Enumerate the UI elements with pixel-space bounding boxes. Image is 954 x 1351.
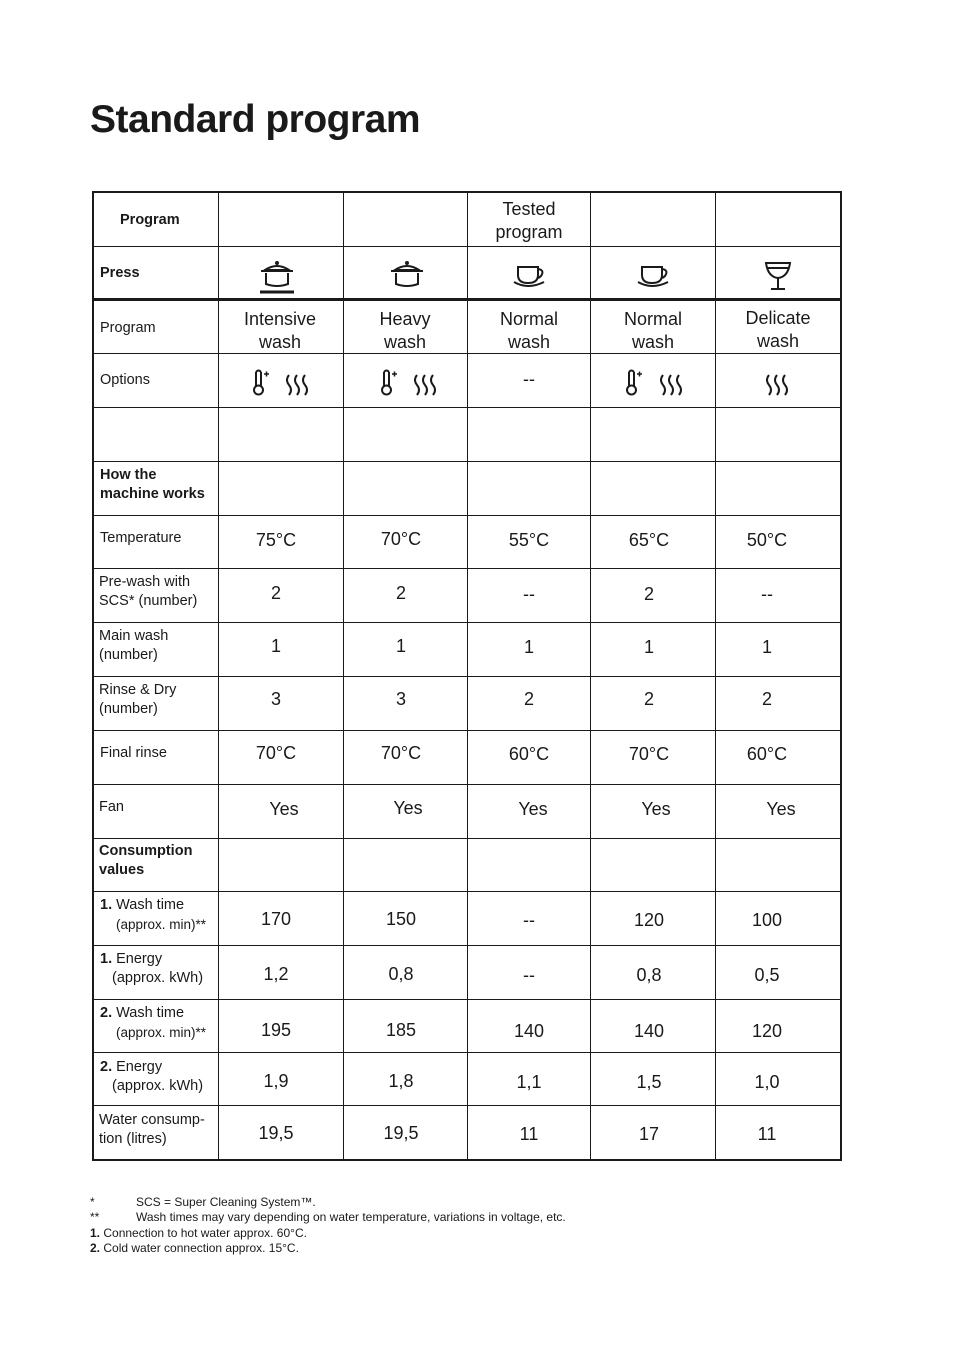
energy1-value: 0,8 bbox=[636, 965, 662, 985]
cup-and-saucer-icon bbox=[510, 257, 550, 297]
fan-value: Yes bbox=[518, 799, 548, 819]
washtime2-value: 185 bbox=[385, 1020, 417, 1040]
fan-value: Yes bbox=[766, 799, 796, 819]
washtime1-label: 1. Wash time (approx. min)** bbox=[100, 897, 207, 932]
prewash-value: -- bbox=[761, 584, 773, 604]
energy2-value: 1,9 bbox=[263, 1071, 289, 1091]
fan-label: Fan bbox=[99, 799, 124, 815]
program-name: Delicate wash bbox=[745, 308, 811, 351]
mainwash-value: 1 bbox=[270, 636, 281, 656]
water-label: Water consump- tion (litres) bbox=[99, 1112, 205, 1147]
options-label: Options bbox=[100, 372, 150, 388]
thermometer-icon bbox=[379, 369, 401, 399]
mainwash-label: Main wash (number) bbox=[99, 628, 169, 663]
program-name: Normal wash bbox=[623, 309, 682, 352]
energy2-value: 1,0 bbox=[754, 1072, 780, 1092]
energy1-value: 1,2 bbox=[263, 964, 289, 984]
washtime1-value: 120 bbox=[633, 910, 665, 930]
pot-with-lid-icon bbox=[387, 257, 427, 297]
footnotes bbox=[90, 1195, 566, 1256]
energy1-value: 0,5 bbox=[754, 965, 780, 985]
washtime2-label: 2. Wash time (approx. min)** bbox=[100, 1005, 207, 1040]
washtime1-value: 100 bbox=[751, 910, 783, 930]
temperature-value: 75°C bbox=[255, 530, 297, 550]
prewash-value: 2 bbox=[270, 583, 281, 603]
steam-icon bbox=[412, 373, 438, 397]
washtime1-value: -- bbox=[523, 910, 535, 930]
tested-program-label: Tested program bbox=[495, 199, 563, 242]
water-value: 19,5 bbox=[383, 1123, 419, 1143]
fan-value: Yes bbox=[393, 798, 423, 818]
water-value: 11 bbox=[519, 1124, 539, 1144]
finalrinse-value: 60°C bbox=[508, 744, 550, 764]
program-header-label: Program bbox=[120, 212, 180, 228]
press-label: Press bbox=[100, 265, 140, 281]
energy1-value: -- bbox=[523, 965, 535, 985]
washtime2-value: 120 bbox=[751, 1021, 783, 1041]
rinse-value: 2 bbox=[643, 689, 654, 709]
mainwash-value: 1 bbox=[643, 637, 654, 657]
page-title: Standard program bbox=[90, 98, 421, 141]
washtime2-value: 140 bbox=[513, 1021, 545, 1041]
pot-with-lid-icon bbox=[257, 257, 297, 297]
energy1-value: 0,8 bbox=[388, 964, 414, 984]
washtime1-value: 170 bbox=[260, 909, 292, 929]
prewash-value: -- bbox=[523, 584, 535, 604]
water-value: 19,5 bbox=[258, 1123, 294, 1143]
temperature-value: 70°C bbox=[380, 529, 422, 549]
mainwash-value: 1 bbox=[523, 637, 534, 657]
rinse-value: 2 bbox=[761, 689, 772, 709]
prewash-value: 2 bbox=[643, 584, 654, 604]
energy2-label: 2. Energy (approx. kWh) bbox=[100, 1059, 204, 1094]
thermometer-icon bbox=[624, 369, 646, 399]
program-table bbox=[92, 191, 842, 1161]
cup-and-saucer-icon bbox=[634, 257, 674, 297]
energy2-value: 1,5 bbox=[636, 1072, 662, 1092]
finalrinse-value: 60°C bbox=[746, 744, 788, 764]
washtime2-value: 140 bbox=[633, 1021, 665, 1041]
footnote: * SCS = Super Cleaning System™. bbox=[90, 1195, 316, 1209]
mainwash-value: 1 bbox=[761, 637, 772, 657]
option-value: -- bbox=[523, 369, 535, 389]
thermometer-icon bbox=[251, 369, 273, 399]
program-name: Intensive wash bbox=[243, 309, 317, 352]
steam-icon bbox=[658, 373, 684, 397]
fan-value: Yes bbox=[269, 799, 299, 819]
prewash-value: 2 bbox=[395, 583, 406, 603]
steam-icon bbox=[284, 373, 310, 397]
mainwash-value: 1 bbox=[395, 636, 406, 656]
program-row-label: Program bbox=[100, 320, 156, 336]
rinse-value: 3 bbox=[270, 689, 281, 709]
water-value: 17 bbox=[638, 1124, 660, 1144]
rinse-label: Rinse & Dry (number) bbox=[99, 682, 177, 717]
footnote: 2. Cold water connection approx. 15°C. bbox=[90, 1240, 299, 1255]
fan-value: Yes bbox=[641, 799, 671, 819]
energy2-value: 1,1 bbox=[516, 1072, 542, 1092]
temperature-value: 55°C bbox=[508, 530, 550, 550]
how-it-works-heading: How the machine works bbox=[100, 467, 205, 502]
program-name: Heavy wash bbox=[379, 309, 431, 352]
footnote: 1. Connection to hot water approx. 60°C. bbox=[90, 1225, 307, 1240]
temperature-value: 65°C bbox=[628, 530, 670, 550]
wine-glass-icon bbox=[760, 257, 796, 297]
footnote: ** Wash times may vary depending on water temperature, variations in voltage, etc. bbox=[90, 1210, 566, 1225]
program-name: Normal wash bbox=[499, 309, 558, 352]
temperature-label: Temperature bbox=[100, 530, 182, 546]
rinse-value: 2 bbox=[523, 689, 534, 709]
prewash-label: Pre-wash with SCS* (number) bbox=[99, 574, 198, 609]
steam-icon bbox=[764, 373, 790, 397]
energy2-value: 1,8 bbox=[388, 1071, 414, 1091]
washtime1-value: 150 bbox=[385, 909, 417, 929]
water-value: 11 bbox=[757, 1124, 777, 1144]
finalrinse-value: 70°C bbox=[380, 743, 422, 763]
temperature-value: 50°C bbox=[746, 530, 788, 550]
finalrinse-label: Final rinse bbox=[100, 745, 167, 761]
finalrinse-value: 70°C bbox=[255, 743, 297, 763]
washtime2-value: 195 bbox=[260, 1020, 292, 1040]
consumption-heading: Consumption values bbox=[99, 843, 193, 878]
finalrinse-value: 70°C bbox=[628, 744, 670, 764]
energy1-label: 1. Energy (approx. kWh) bbox=[100, 951, 204, 986]
rinse-value: 3 bbox=[395, 689, 406, 709]
